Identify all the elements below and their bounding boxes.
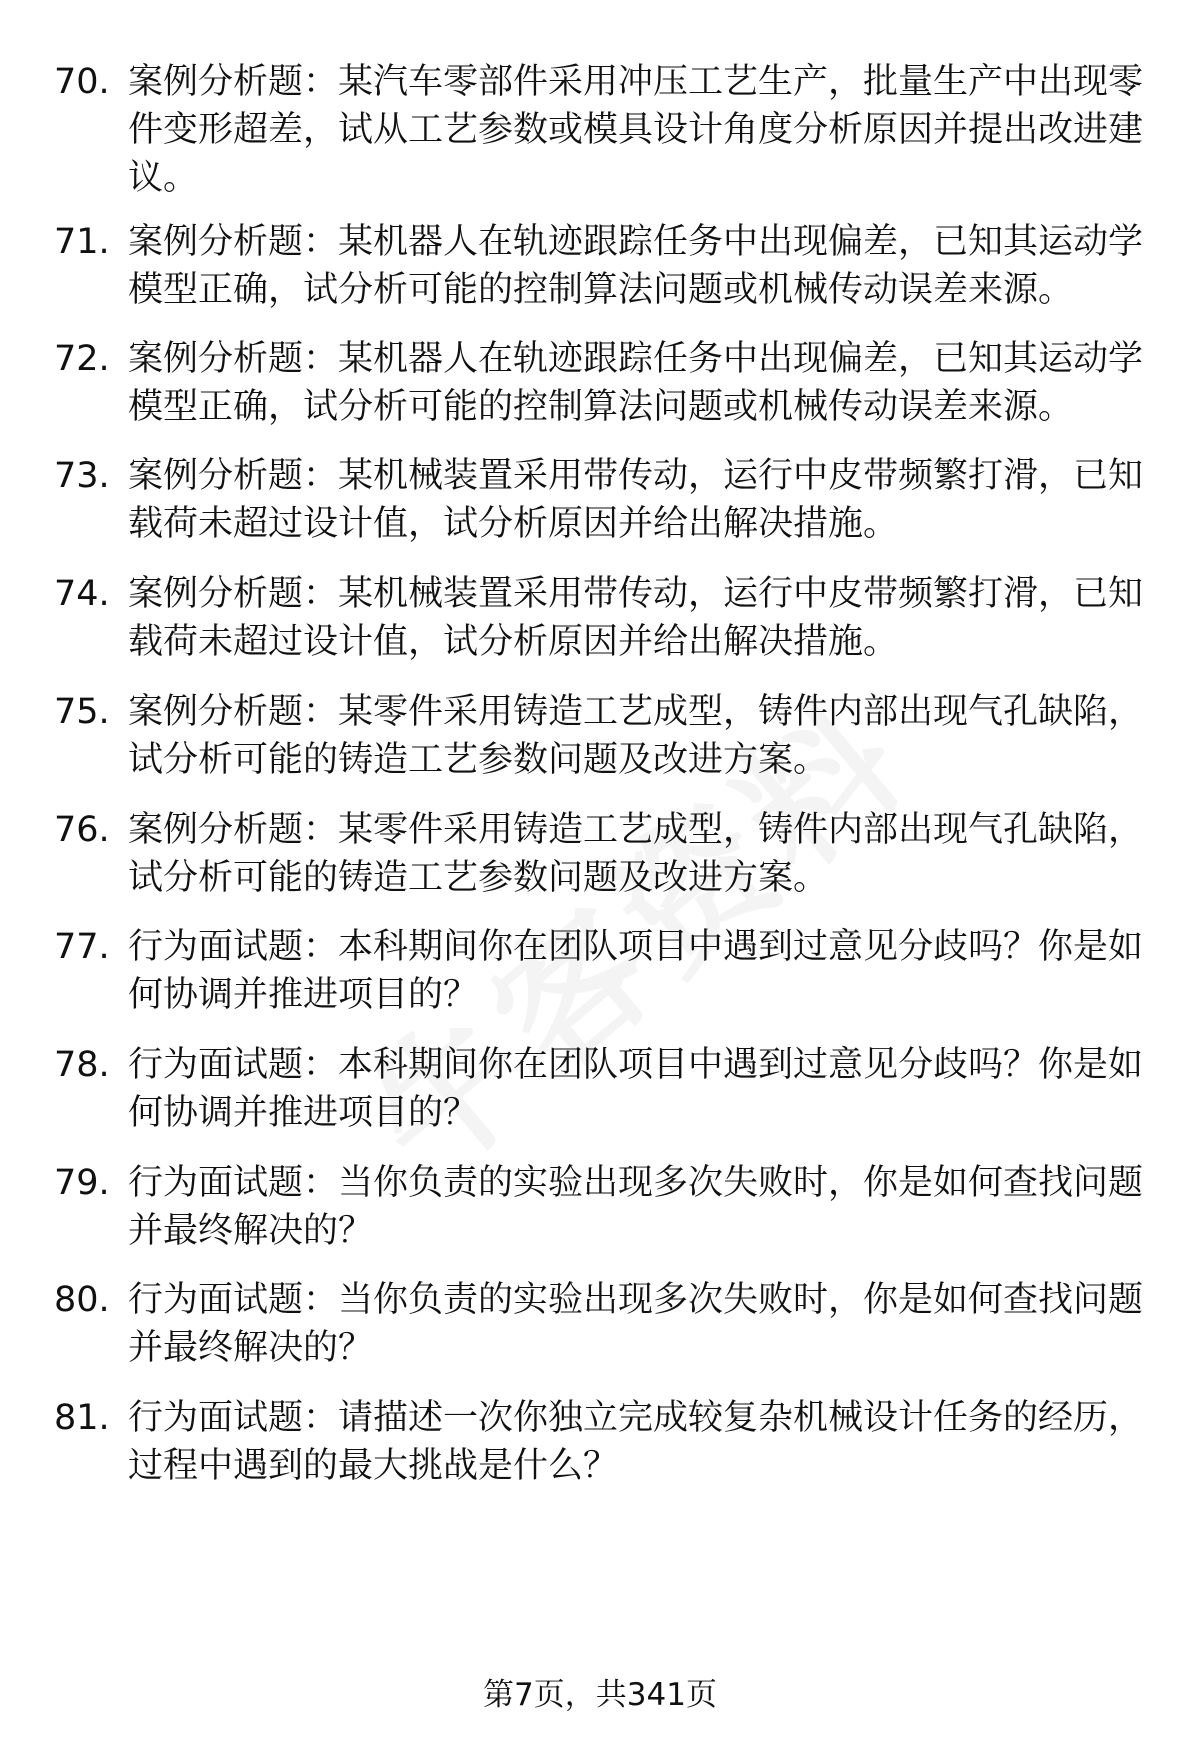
question-number: 75. bbox=[54, 692, 110, 732]
question-number: 70. bbox=[54, 62, 110, 102]
question-number: 80. bbox=[54, 1280, 110, 1320]
question-number: 76. bbox=[54, 810, 110, 850]
question-number: 77. bbox=[54, 927, 110, 967]
question-text: 案例分析题：某零件采用铸造工艺成型，铸件内部出现气孔缺陷，试分析可能的铸造工艺参数问题及改进方案。 bbox=[128, 692, 1144, 780]
question-text: 案例分析题：某机器人在轨迹跟踪任务中出现偏差，已知其运动学模型正确，试分析可能的控制算法问题或机械传动误差来源。 bbox=[128, 339, 1144, 427]
question-text: 行为面试题：当你负责的实验出现多次失败时，你是如何查找问题并最终解决的？ bbox=[128, 1280, 1144, 1368]
question-number: 79. bbox=[54, 1163, 110, 1203]
question-text: 行为面试题：本科期间你在团队项目中遇到过意见分歧吗？你是如何协调并推进项目的？ bbox=[128, 1045, 1144, 1133]
question-number: 74. bbox=[54, 574, 110, 614]
question-number: 81. bbox=[54, 1398, 110, 1438]
question-text: 行为面试题：当你负责的实验出现多次失败时，你是如何查找问题并最终解决的？ bbox=[128, 1163, 1144, 1251]
question-text: 案例分析题：某机械装置采用带传动，运行中皮带频繁打滑，已知载荷未超过设计值，试分析原因并给出解决措施。 bbox=[128, 456, 1144, 544]
question-number: 72. bbox=[54, 339, 110, 379]
question-text: 行为面试题：本科期间你在团队项目中遇到过意见分歧吗？你是如何协调并推进项目的？ bbox=[128, 927, 1144, 1015]
question-text: 行为面试题：请描述一次你独立完成较复杂机械设计任务的经历，过程中遇到的最大挑战是什么？ bbox=[128, 1398, 1144, 1486]
question-number: 78. bbox=[54, 1045, 110, 1085]
question-text: 案例分析题：某零件采用铸造工艺成型，铸件内部出现气孔缺陷，试分析可能的铸造工艺参数问题及改进方案。 bbox=[128, 810, 1144, 898]
question-text: 案例分析题：某机器人在轨迹跟踪任务中出现偏差，已知其运动学模型正确，试分析可能的控制算法问题或机械传动误差来源。 bbox=[128, 222, 1144, 310]
question-number: 73. bbox=[54, 456, 110, 496]
question-number: 71. bbox=[54, 222, 110, 262]
page-footer: 第7页，共341页 bbox=[483, 1677, 717, 1713]
question-text: 案例分析题：某机械装置采用带传动，运行中皮带频繁打滑，已知载荷未超过设计值，试分析原因并给出解决措施。 bbox=[128, 574, 1144, 662]
question-text: 案例分析题：某汽车零部件采用冲压工艺生产，批量生产中出现零件变形超差，试从工艺参数或模具设计角度分析原因并提出改进建议。 bbox=[128, 62, 1144, 198]
